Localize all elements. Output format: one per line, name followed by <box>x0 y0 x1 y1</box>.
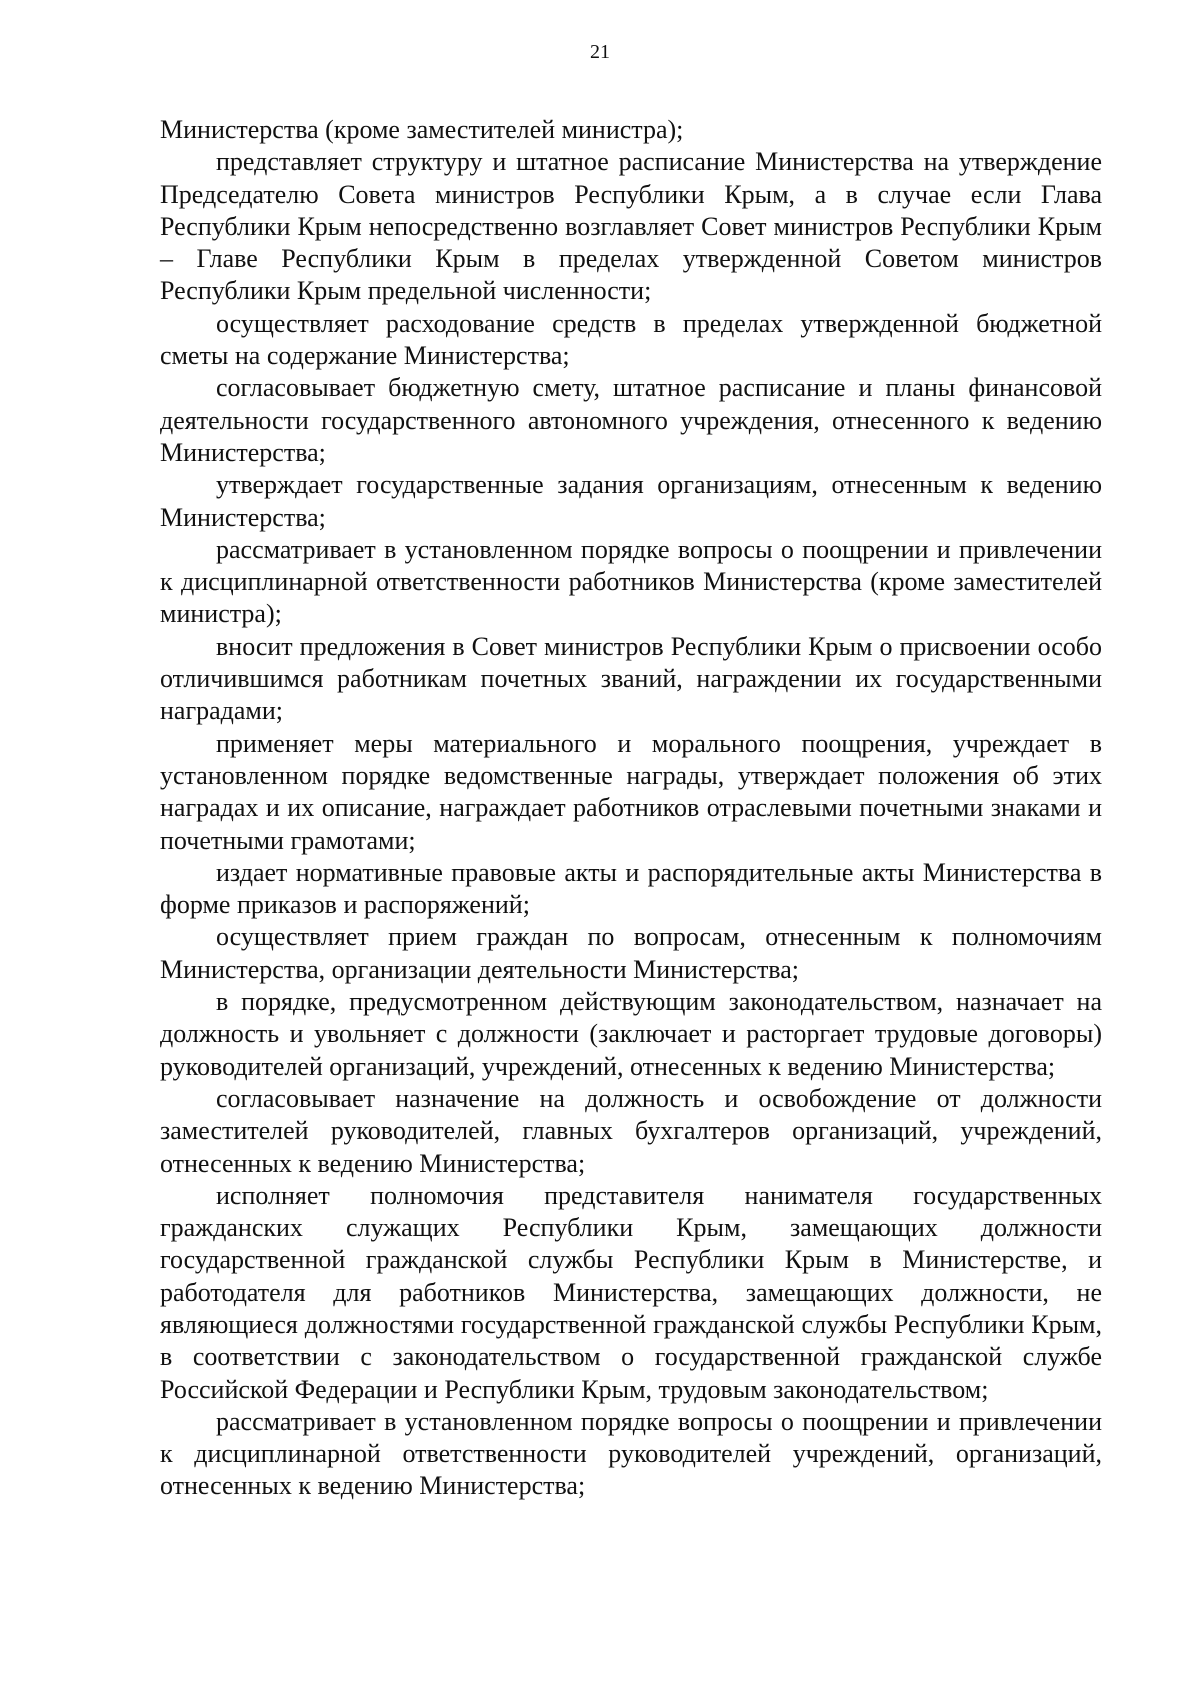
paragraph: исполняет полномочия представителя нанимателя государственных гражданских служащих Республики Крым, замещающих должности государственной гражданской службы Республики Крым в Министерстве, и работодателя для работников Министерства, замещающих должности, не являющиеся должностями государственной гражданской службы Республики Крым, в соответствии с законодательством о государственной гражданской службе Российской Федерации и Республики Крым, трудовым законодательством; <box>160 1180 1102 1404</box>
document-body <box>160 114 1102 1503</box>
paragraph: в порядке, предусмотренном действующим законодательством, назначает на должность и увольняет с должности (заключает и расторгает трудовые договоры) руководителей организаций, учреждений, отнесенных к ведению Министерства; <box>160 987 1102 1081</box>
paragraph: рассматривает в установленном порядке вопросы о поощрении и привлечении к дисциплинарной ответственности работников Министерства (кроме заместителей министра); <box>160 534 1102 629</box>
paragraph: осуществляет расходование средств в пределах утвержденной бюджетной сметы на содержание Министерства; <box>160 308 1102 371</box>
paragraph: применяет меры материального и морального поощрения, учреждает в установленном порядке ведомственные награды, утверждает положения об этих наградах и их описание, награждает работников отраслевыми почетными знаками и почетными грамотами; <box>160 728 1102 855</box>
page-number: 21 <box>590 41 610 63</box>
paragraph: утверждает государственные задания организациям, отнесенным к ведению Министерства; <box>160 470 1102 532</box>
paragraph: издает нормативные правовые акты и распорядительные акты Министерства в форме приказов и распоряжений; <box>160 857 1102 920</box>
paragraph: рассматривает в установленном порядке вопросы о поощрении и привлечении к дисциплинарной ответственности руководителей учреждений, организаций, отнесенных к ведению Министерства; <box>160 1406 1102 1501</box>
paragraph: вносит предложения в Совет министров Республики Крым о присвоении особо отличившимся работникам почетных званий, награждении их государственными наградами; <box>160 631 1102 726</box>
paragraph: представляет структуру и штатное расписание Министерства на утверждение Председателю Совета министров Республики Крым, а в случае если Глава Республики Крым непосредственно возглавляет Совет министров Республики Крым – Главе Республики Крым в пределах утвержденной Советом министров Республики Крым предельной численности; <box>160 147 1102 306</box>
paragraph: согласовывает назначение на должность и освобождение от должности заместителей руководителей, главных бухгалтеров организаций, учреждений, отнесенных к ведению Министерства; <box>160 1083 1102 1178</box>
paragraph: согласовывает бюджетную смету, штатное расписание и планы финансовой деятельности государственного автономного учреждения, отнесенного к ведению Министерства; <box>160 373 1102 467</box>
paragraph: Министерства (кроме заместителей министра); <box>160 115 684 144</box>
paragraph: осуществляет прием граждан по вопросам, отнесенным к полномочиям Министерства, организации деятельности Министерства; <box>160 922 1102 984</box>
